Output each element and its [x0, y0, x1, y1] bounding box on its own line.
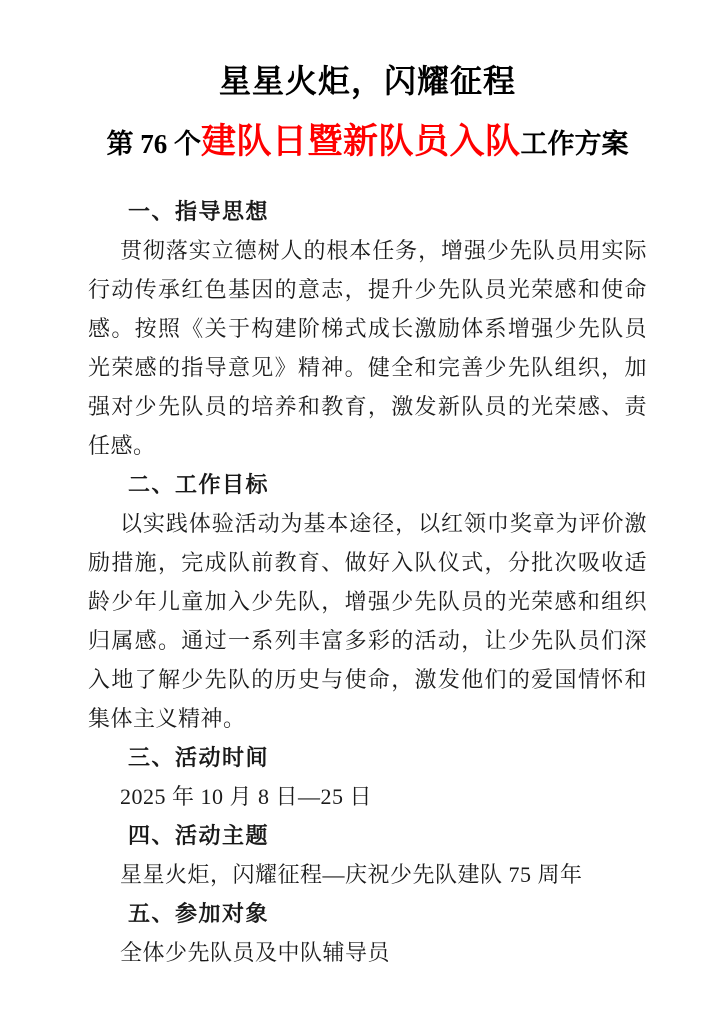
section-heading-participants: 五、参加对象 — [128, 901, 270, 926]
section-heading-activity-theme: 四、活动主题 — [128, 823, 270, 848]
section-body-guiding-ideology: 贯彻落实立德树人的根本任务，增强少先队员用实际行动传承红色基因的意志，提升少先队员光荣感和使命感。按照《关于构建阶梯式成长激励体系增强少先队员光荣感的指导意见》精神。健全和完善少先队组织，加强对少先队员的培养和教育，激发新队员的光荣感、责任感。 — [88, 238, 647, 458]
section-heading-guiding-ideology: 一、指导思想 — [128, 199, 270, 224]
doc-subtitle-prefix: 第 76 个 — [106, 129, 201, 159]
document-body — [88, 192, 647, 972]
doc-subtitle-suffix: 工作方案 — [520, 129, 629, 159]
doc-subtitle-highlight: 建队日暨新队员入队 — [200, 122, 521, 161]
section-body-work-goals: 以实践体验活动为基本途径，以红领巾奖章为评价激励措施，完成队前教育、做好入队仪式，分批次吸收适龄少年儿童加入少先队，增强少先队员的光荣感和组织归属感。通过一系列丰富多彩的活动，让少先队员们深入地了解少先队的历史与使命，激发他们的爱国情怀和集体主义精神。 — [88, 511, 647, 731]
section-body-participants: 全体少先队员及中队辅导员 — [120, 940, 391, 965]
document-content — [0, 58, 724, 972]
section-body-activity-time: 2025 年 10 月 8 日—25 日 — [120, 784, 373, 809]
section-heading-work-goals: 二、工作目标 — [128, 472, 270, 497]
doc-subtitle — [88, 116, 647, 170]
section-heading-activity-time: 三、活动时间 — [128, 745, 270, 770]
section-body-activity-theme: 星星火炬，闪耀征程—庆祝少先队建队 75 周年 — [120, 862, 583, 887]
doc-title: 星星火炬，闪耀征程 — [218, 63, 516, 99]
